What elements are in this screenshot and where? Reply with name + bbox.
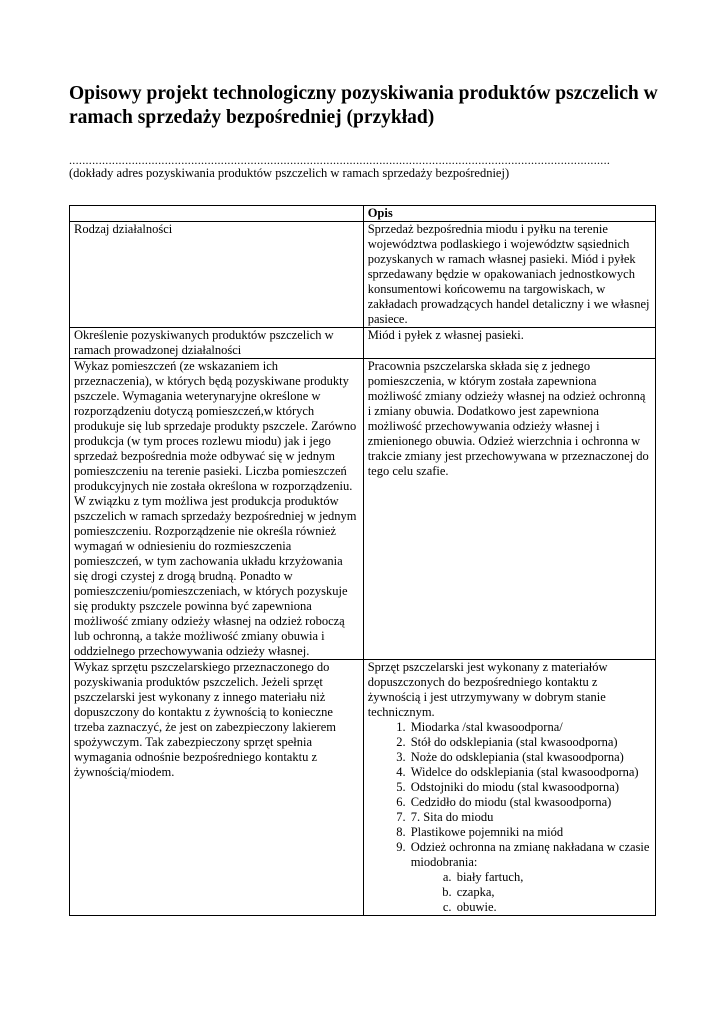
row-label-activity-type: Rodzaj działalności: [70, 222, 364, 328]
equipment-list: [368, 720, 651, 915]
row-label-rooms: Wykaz pomieszczeń (ze wskazaniem ich przeznaczenia), w których będą pozyskiwane produkty pszczele. Wymagania weterynaryjne określone w rozporządzeniu dotyczą pomieszczeń,w których produkuje się lub sprzedaje produkty pszczele. Zarówno produkcja (w tym proces rozlewu miodu) jak i jego sprzedaż bezpośrednia może odbywać się w jednym pomieszczeniu na terenie pasieki. Liczba pomieszczeń produkcyjnych nie została określona w rozporządzeniu. W związku z tym możliwa jest produkcja produktów pszczelich w ramach sprzedaży bezpośredniej w jednym pomieszczeniu. Rozporządzenie nie określa również wymagań w odniesieniu do rozmieszczenia pomieszczeń, w tym zachowania układu krzyżowania się drogi czystej z drogą brudną. Ponadto w pomieszczeniu/pomieszczeniach, w których pozyskuje się produkty pszczele powinna być zapewniona możliwość zmiany odzieży własnej na odzież roboczą lub ochronną, a także możliwość zmiany obuwia i oddzielnego przechowywania odzieży własnej.: [70, 359, 364, 660]
row-label-equipment: Wykaz sprzętu pszczelarskiego przeznaczonego do pozyskiwania produktów pszczelich. Jeżeli sprzęt pszczelarski jest wykonany z innego materiału niż dopuszczony do kontaktu z żywnością to konieczne trzeba zaznaczyć, że jest on zabezpieczony lakierem spożywczym. Tak zabezpieczony sprzęt spełnia wymagania odnośnie bezpośredniego kontaktu z żywnością/miodem.: [70, 660, 364, 916]
list-item: 2. Stół do odsklepiania (stal kwasoodporna): [409, 735, 651, 750]
clothing-label: Odzież ochronna na zmianę nakładana w czasie miodobrania:: [410, 840, 650, 869]
row-desc-rooms: Pracownia pszczelarska składa się z jednego pomieszczenia, w którym została zapewniona możliwość zmiany odzieży własnej na odzież ochronną i zmiany obuwia. Dodatkowo jest zapewniona możliwość przechowywania odzieży własnej i zmienionego obuwia. Odzież wierzchnia i ochronna w trakcie zmiany jest przechowywana w przeznaczonej do tego celu szafie.: [363, 359, 655, 660]
list-item: 5. Odstojniki do miodu (stal kwasoodporna): [409, 780, 651, 795]
sublist-item: b. czapka,: [455, 885, 651, 900]
table-header-row: [70, 206, 656, 222]
row-desc-products: Miód i pyłek z własnej pasieki.: [363, 328, 655, 359]
list-item: 8. Plastikowe pojemniki na miód: [409, 825, 651, 840]
list-item: 7. 7. Sita do miodu: [409, 810, 651, 825]
list-item-clothing: [409, 840, 651, 915]
sublist-item: a. biały fartuch,: [455, 870, 651, 885]
row-label-products: Określenie pozyskiwanych produktów pszczelich w ramach prowadzonej działalności: [70, 328, 364, 359]
table-row: [70, 660, 656, 916]
list-item: 4. Widelce do odsklepiania (stal kwasoodporna): [409, 765, 651, 780]
list-item: 3. Noże do odsklepiania (stal kwasoodporna): [409, 750, 651, 765]
clothing-sublist: [411, 870, 651, 915]
sublist-item: c. obuwie.: [455, 900, 651, 915]
row-desc-activity-type: Sprzedaż bezpośrednia miodu i pyłku na terenie województwa podlaskiego i województw sąsiednich pozyskanych w ramach własnej pasieki. Miód i pyłek sprzedawany będzie w opakowaniach jednostkowych konsumentowi końcowemu na targowiskach, w zakładach prowadzących handel detaliczny i we własnej pasiece.: [363, 222, 655, 328]
header-cell-opis: Opis: [363, 206, 655, 222]
table-row: [70, 222, 656, 328]
header-cell-empty: [70, 206, 364, 222]
document-title: Opisowy projekt technologiczny pozyskiwania produktów pszczelich w ramach sprzedaży bezpośredniej (przykład): [69, 83, 658, 128]
address-dotted-line: ....................................................................................................................................................................: [69, 153, 611, 167]
table-row: [70, 359, 656, 660]
row-desc-equipment: [363, 660, 655, 916]
address-caption: (dokłady adres pozyskiwania produktów pszczelich w ramach sprzedaży bezpośredniej): [69, 166, 510, 180]
list-item: 1. Miodarka /stal kwasoodporna/: [409, 720, 651, 735]
project-table: [69, 205, 656, 916]
equipment-intro: Sprzęt pszczelarski jest wykonany z materiałów dopuszczonych do bezpośredniego kontaktu z żywnością i jest utrzymywany w dobrym stanie technicznym.: [367, 660, 608, 719]
table-row: [70, 328, 656, 359]
list-item: 6. Cedzidło do miodu (stal kwasoodporna): [409, 795, 651, 810]
